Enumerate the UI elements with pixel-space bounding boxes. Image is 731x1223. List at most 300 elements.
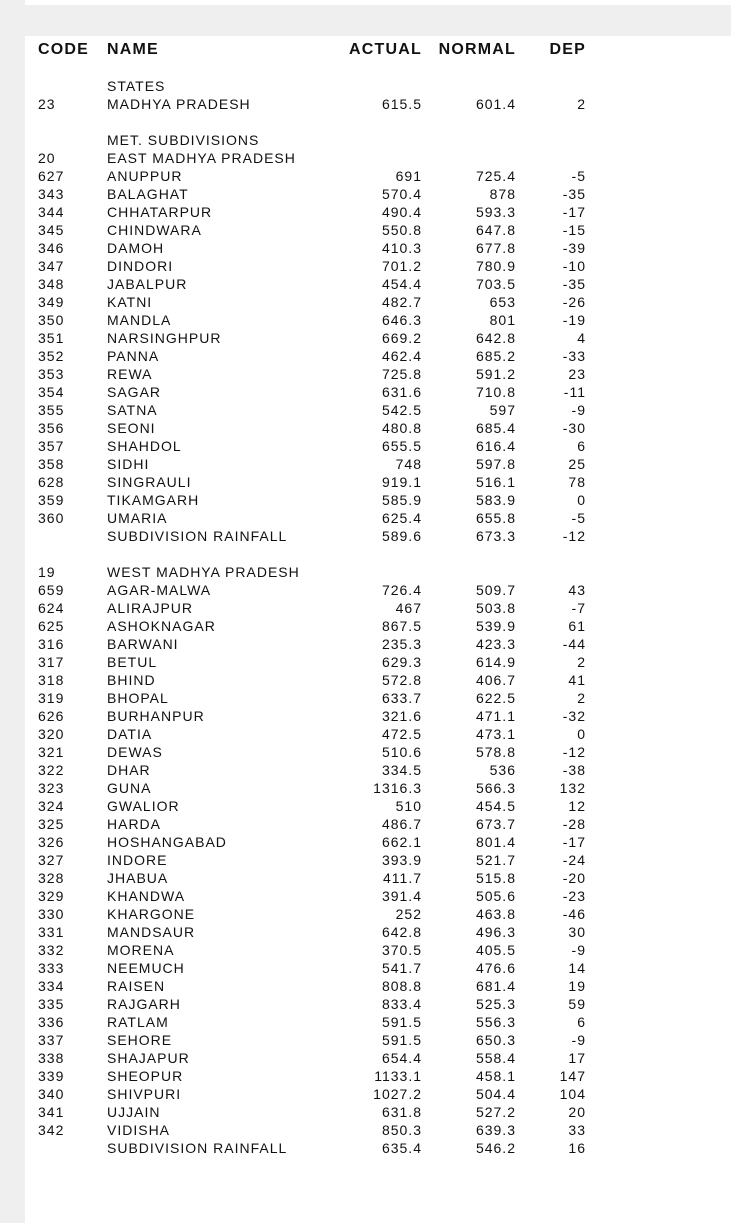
cell-normal: 685.4 bbox=[475, 420, 516, 436]
cell-dep bbox=[516, 113, 586, 131]
cell-name: BETUL bbox=[107, 654, 158, 670]
cell-code: 625 bbox=[38, 618, 65, 634]
cell-code: 335 bbox=[38, 996, 65, 1012]
table-row bbox=[38, 239, 731, 257]
cell-normal: 406.7 bbox=[475, 672, 516, 688]
cell-normal: 504.4 bbox=[475, 1086, 516, 1102]
cell-dep: 12 bbox=[568, 798, 586, 814]
cell-code: 319 bbox=[38, 690, 65, 706]
cell-actual: 490.4 bbox=[381, 204, 422, 220]
table-row bbox=[38, 437, 731, 455]
cell-dep: -17 bbox=[562, 204, 586, 220]
cell-dep: -12 bbox=[562, 528, 586, 544]
cell-code bbox=[38, 113, 107, 131]
cell-actual bbox=[347, 113, 422, 131]
blank-row bbox=[38, 545, 731, 563]
cell-actual: 370.5 bbox=[381, 942, 422, 958]
cell-dep: 2 bbox=[577, 690, 586, 706]
table-row bbox=[38, 887, 731, 905]
cell-actual: 850.3 bbox=[381, 1122, 422, 1138]
cell-name: ANUPPUR bbox=[107, 168, 183, 184]
cell-normal: 558.4 bbox=[475, 1050, 516, 1066]
table-row bbox=[38, 635, 731, 653]
cell-name: SATNA bbox=[107, 402, 158, 418]
cell-dep: -20 bbox=[562, 870, 586, 886]
cell-name: JABALPUR bbox=[107, 276, 188, 292]
cell-normal: 556.3 bbox=[475, 1014, 516, 1030]
cell-name: UJJAIN bbox=[107, 1104, 161, 1120]
cell-actual: 541.7 bbox=[381, 960, 422, 976]
cell-code: 356 bbox=[38, 420, 65, 436]
cell-code: 316 bbox=[38, 636, 65, 652]
cell-normal: 496.3 bbox=[475, 924, 516, 940]
cell-actual: 654.4 bbox=[381, 1050, 422, 1066]
table-row bbox=[38, 275, 731, 293]
cell-normal: 566.3 bbox=[475, 780, 516, 796]
cell-dep bbox=[516, 59, 586, 77]
cell-code: 321 bbox=[38, 744, 65, 760]
cell-normal bbox=[422, 149, 516, 167]
cell-name: SHIVPURI bbox=[107, 1086, 182, 1102]
cell-actual: 655.5 bbox=[381, 438, 422, 454]
cell-dep: -9 bbox=[571, 942, 586, 958]
cell-name: BARWANI bbox=[107, 636, 179, 652]
cell-name bbox=[107, 113, 347, 131]
table-header-row bbox=[38, 41, 731, 59]
cell-normal: 593.3 bbox=[475, 204, 516, 220]
cell-normal: 673.7 bbox=[475, 816, 516, 832]
cell-name: RAJGARH bbox=[107, 996, 181, 1012]
cell-normal: 521.7 bbox=[475, 852, 516, 868]
cell-normal: 677.8 bbox=[475, 240, 516, 256]
cell-actual: 454.4 bbox=[381, 276, 422, 292]
cell-actual bbox=[347, 77, 422, 95]
cell-normal: 515.8 bbox=[475, 870, 516, 886]
cell-name: SEHORE bbox=[107, 1032, 173, 1048]
cell-dep: -32 bbox=[562, 708, 586, 724]
cell-actual: 629.3 bbox=[381, 654, 422, 670]
cell-normal bbox=[422, 131, 516, 149]
cell-normal: 642.8 bbox=[475, 330, 516, 346]
cell-name: SIDHI bbox=[107, 456, 150, 472]
table-row bbox=[38, 671, 731, 689]
cell-code: 19 bbox=[38, 564, 56, 580]
cell-code bbox=[38, 77, 107, 95]
cell-actual: 631.6 bbox=[381, 384, 422, 400]
cell-name: STATES bbox=[107, 78, 166, 94]
cell-name: SAGAR bbox=[107, 384, 162, 400]
cell-normal: 685.2 bbox=[475, 348, 516, 364]
cell-dep bbox=[516, 77, 586, 95]
table-row bbox=[38, 977, 731, 995]
cell-name: VIDISHA bbox=[107, 1122, 171, 1138]
table-row bbox=[38, 383, 731, 401]
cell-dep: 16 bbox=[568, 1140, 586, 1156]
cell-dep: 2 bbox=[577, 654, 586, 670]
cell-code: 317 bbox=[38, 654, 65, 670]
cell-normal: 780.9 bbox=[475, 258, 516, 274]
cell-normal: 801 bbox=[489, 312, 516, 328]
cell-code: 328 bbox=[38, 870, 65, 886]
cell-name: ASHOKNAGAR bbox=[107, 618, 216, 634]
cell-actual: 635.4 bbox=[381, 1140, 422, 1156]
cell-name: KATNI bbox=[107, 294, 153, 310]
cell-name: MADHYA PRADESH bbox=[107, 96, 251, 112]
table-row bbox=[38, 1049, 731, 1067]
cell-code: 342 bbox=[38, 1122, 65, 1138]
cell-code: 346 bbox=[38, 240, 65, 256]
cell-normal bbox=[422, 563, 516, 581]
table-row bbox=[38, 869, 731, 887]
cell-dep: 4 bbox=[577, 330, 586, 346]
cell-dep: -26 bbox=[562, 294, 586, 310]
cell-code: 358 bbox=[38, 456, 65, 472]
cell-name: NARSINGHPUR bbox=[107, 330, 222, 346]
cell-normal: 583.9 bbox=[475, 492, 516, 508]
table-row bbox=[38, 743, 731, 761]
cell-normal: 516.1 bbox=[475, 474, 516, 490]
column-header-dep: DEP bbox=[549, 41, 586, 58]
cell-code: 341 bbox=[38, 1104, 65, 1120]
cell-dep: -11 bbox=[563, 384, 586, 400]
cell-code: 359 bbox=[38, 492, 65, 508]
cell-actual: 570.4 bbox=[381, 186, 422, 202]
cell-name: ALIRAJPUR bbox=[107, 600, 194, 616]
cell-code: 326 bbox=[38, 834, 65, 850]
cell-dep: 43 bbox=[568, 582, 586, 598]
table-row bbox=[38, 221, 731, 239]
table-row bbox=[38, 851, 731, 869]
cell-dep: 104 bbox=[559, 1086, 586, 1102]
cell-code: 327 bbox=[38, 852, 65, 868]
table-row bbox=[38, 833, 731, 851]
cell-code: 349 bbox=[38, 294, 65, 310]
cell-code bbox=[38, 545, 107, 563]
cell-dep: -39 bbox=[562, 240, 586, 256]
cell-code: 351 bbox=[38, 330, 65, 346]
cell-name: HARDA bbox=[107, 816, 162, 832]
cell-code: 329 bbox=[38, 888, 65, 904]
cell-name: JHABUA bbox=[107, 870, 169, 886]
cell-name: KHARGONE bbox=[107, 906, 196, 922]
cell-dep: -15 bbox=[562, 222, 586, 238]
cell-actual: 701.2 bbox=[381, 258, 422, 274]
cell-name: GWALIOR bbox=[107, 798, 180, 814]
cell-actual: 867.5 bbox=[381, 618, 422, 634]
cell-dep: -5 bbox=[571, 168, 586, 184]
cell-dep: 14 bbox=[568, 960, 586, 976]
cell-dep: 20 bbox=[568, 1104, 586, 1120]
cell-name: BHOPAL bbox=[107, 690, 169, 706]
table-row bbox=[38, 905, 731, 923]
cell-normal: 601.4 bbox=[475, 96, 516, 112]
table-row bbox=[38, 941, 731, 959]
cell-code: 357 bbox=[38, 438, 65, 454]
table-row bbox=[38, 1103, 731, 1121]
cell-actual: 235.3 bbox=[381, 636, 422, 652]
cell-code: 336 bbox=[38, 1014, 65, 1030]
cell-name: DATIA bbox=[107, 726, 153, 742]
cell-code: 20 bbox=[38, 150, 56, 166]
cell-dep bbox=[516, 563, 586, 581]
cell-name: BALAGHAT bbox=[107, 186, 189, 202]
table-row bbox=[38, 257, 731, 275]
cell-code: 325 bbox=[38, 816, 65, 832]
cell-actual: 833.4 bbox=[381, 996, 422, 1012]
cell-normal bbox=[422, 59, 516, 77]
cell-code: 330 bbox=[38, 906, 65, 922]
table-row bbox=[38, 725, 731, 743]
cell-code: 347 bbox=[38, 258, 65, 274]
cell-name: KHANDWA bbox=[107, 888, 186, 904]
cell-code: 659 bbox=[38, 582, 65, 598]
cell-dep: -35 bbox=[562, 276, 586, 292]
cell-actual: 646.3 bbox=[381, 312, 422, 328]
cell-code: 339 bbox=[38, 1068, 65, 1084]
cell-actual: 662.1 bbox=[381, 834, 422, 850]
cell-code: 624 bbox=[38, 600, 65, 616]
cell-code: 324 bbox=[38, 798, 65, 814]
cell-code bbox=[38, 131, 107, 149]
cell-normal: 639.3 bbox=[475, 1122, 516, 1138]
table-row bbox=[38, 347, 731, 365]
cell-code: 320 bbox=[38, 726, 65, 742]
table-row bbox=[38, 185, 731, 203]
cell-actual: 462.4 bbox=[381, 348, 422, 364]
table-row bbox=[38, 1013, 731, 1031]
cell-dep: 61 bbox=[568, 618, 586, 634]
cell-normal: 476.6 bbox=[475, 960, 516, 976]
cell-dep: -9 bbox=[571, 1032, 586, 1048]
cell-actual: 748 bbox=[395, 456, 422, 472]
cell-actual: 631.8 bbox=[381, 1104, 422, 1120]
cell-actual: 589.6 bbox=[381, 528, 422, 544]
cell-name: AGAR-MALWA bbox=[107, 582, 212, 598]
table-row bbox=[38, 473, 731, 491]
cell-normal: 703.5 bbox=[475, 276, 516, 292]
cell-dep: -38 bbox=[562, 762, 586, 778]
cell-actual: 585.9 bbox=[381, 492, 422, 508]
cell-normal: 454.5 bbox=[475, 798, 516, 814]
cell-name: SUBDIVISION RAINFALL bbox=[107, 528, 288, 544]
cell-actual: 808.8 bbox=[381, 978, 422, 994]
cell-normal: 597 bbox=[489, 402, 516, 418]
table-row bbox=[38, 779, 731, 797]
column-header-code: CODE bbox=[38, 41, 90, 58]
cell-dep: 30 bbox=[568, 924, 586, 940]
cell-dep: 33 bbox=[568, 1122, 586, 1138]
table-row bbox=[38, 959, 731, 977]
cell-actual bbox=[347, 545, 422, 563]
table-row bbox=[38, 1031, 731, 1049]
cell-normal: 473.1 bbox=[475, 726, 516, 742]
table-row bbox=[38, 689, 731, 707]
table-row bbox=[38, 1067, 731, 1085]
cell-normal: 539.9 bbox=[475, 618, 516, 634]
cell-dep bbox=[516, 545, 586, 563]
cell-actual: 411.7 bbox=[383, 870, 422, 886]
cell-code: 344 bbox=[38, 204, 65, 220]
table-row bbox=[38, 617, 731, 635]
cell-normal: 525.3 bbox=[475, 996, 516, 1012]
cell-normal: 509.7 bbox=[475, 582, 516, 598]
cell-name: WEST MADHYA PRADESH bbox=[107, 564, 300, 580]
cell-name: DAMOH bbox=[107, 240, 165, 256]
rainfall-table bbox=[38, 41, 731, 1157]
cell-dep: -17 bbox=[562, 834, 586, 850]
column-header-name: NAME bbox=[107, 41, 159, 58]
cell-normal bbox=[422, 113, 516, 131]
cell-name: NEEMUCH bbox=[107, 960, 185, 976]
cell-code bbox=[38, 527, 107, 545]
cell-actual: 482.7 bbox=[381, 294, 422, 310]
cell-code: 340 bbox=[38, 1086, 65, 1102]
cell-name bbox=[107, 545, 347, 563]
cell-code: 23 bbox=[38, 96, 56, 112]
cell-dep: -23 bbox=[562, 888, 586, 904]
blank-row bbox=[38, 113, 731, 131]
cell-code: 353 bbox=[38, 366, 65, 382]
cell-normal: 614.9 bbox=[475, 654, 516, 670]
cell-actual: 642.8 bbox=[381, 924, 422, 940]
cell-dep: 6 bbox=[577, 1014, 586, 1030]
cell-code: 627 bbox=[38, 168, 65, 184]
cell-code: 318 bbox=[38, 672, 65, 688]
cell-actual: 410.3 bbox=[381, 240, 422, 256]
cell-dep: -10 bbox=[562, 258, 586, 274]
cell-actual: 625.4 bbox=[381, 510, 422, 526]
cell-normal: 578.8 bbox=[475, 744, 516, 760]
cell-name: SHAJAPUR bbox=[107, 1050, 190, 1066]
cell-normal: 653 bbox=[489, 294, 516, 310]
subdivision-total-row bbox=[38, 1139, 731, 1157]
cell-code: 360 bbox=[38, 510, 65, 526]
cell-dep: -46 bbox=[562, 906, 586, 922]
cell-dep: 23 bbox=[568, 366, 586, 382]
cell-normal: 616.4 bbox=[475, 438, 516, 454]
cell-normal: 505.6 bbox=[475, 888, 516, 904]
cell-code: 628 bbox=[38, 474, 65, 490]
cell-name: TIKAMGARH bbox=[107, 492, 200, 508]
cell-dep: 78 bbox=[568, 474, 586, 490]
table-row bbox=[38, 761, 731, 779]
cell-code: 322 bbox=[38, 762, 65, 778]
cell-code: 334 bbox=[38, 978, 65, 994]
cell-name: RATLAM bbox=[107, 1014, 169, 1030]
cell-dep: 59 bbox=[568, 996, 586, 1012]
cell-normal: 591.2 bbox=[475, 366, 516, 382]
cell-name: SEONI bbox=[107, 420, 156, 436]
table-row bbox=[38, 815, 731, 833]
table-row bbox=[38, 581, 731, 599]
table-row bbox=[38, 1121, 731, 1139]
table-row bbox=[38, 707, 731, 725]
cell-actual: 542.5 bbox=[381, 402, 422, 418]
table-row bbox=[38, 599, 731, 617]
section-row bbox=[38, 149, 731, 167]
table-row bbox=[38, 419, 731, 437]
cell-normal: 655.8 bbox=[475, 510, 516, 526]
column-header-normal: NORMAL bbox=[438, 41, 516, 58]
cell-actual: 1027.2 bbox=[373, 1086, 422, 1102]
table-row bbox=[38, 401, 731, 419]
cell-normal: 405.5 bbox=[475, 942, 516, 958]
cell-actual: 550.8 bbox=[381, 222, 422, 238]
cell-name: SHAHDOL bbox=[107, 438, 182, 454]
cell-actual: 615.5 bbox=[381, 96, 422, 112]
cell-name: MORENA bbox=[107, 942, 175, 958]
cell-actual: 486.7 bbox=[381, 816, 422, 832]
cell-code: 355 bbox=[38, 402, 65, 418]
cell-actual: 252 bbox=[395, 906, 422, 922]
cell-normal: 527.2 bbox=[475, 1104, 516, 1120]
cell-dep: -33 bbox=[562, 348, 586, 364]
cell-dep: 0 bbox=[577, 726, 586, 742]
cell-name: MET. SUBDIVISIONS bbox=[107, 132, 260, 148]
cell-actual: 919.1 bbox=[381, 474, 422, 490]
cell-code: 332 bbox=[38, 942, 65, 958]
cell-dep: 17 bbox=[568, 1050, 586, 1066]
group-label-row bbox=[38, 77, 731, 95]
cell-name: DHAR bbox=[107, 762, 151, 778]
table-row bbox=[38, 311, 731, 329]
cell-code: 338 bbox=[38, 1050, 65, 1066]
cell-dep: -9 bbox=[571, 402, 586, 418]
cell-name: CHINDWARA bbox=[107, 222, 202, 238]
cell-normal: 725.4 bbox=[475, 168, 516, 184]
table-row bbox=[38, 1085, 731, 1103]
cell-normal: 673.3 bbox=[475, 528, 516, 544]
cell-normal: 546.2 bbox=[475, 1140, 516, 1156]
cell-name: SINGRAULI bbox=[107, 474, 192, 490]
cell-name: BURHANPUR bbox=[107, 708, 205, 724]
cell-normal: 536 bbox=[489, 762, 516, 778]
cell-name: INDORE bbox=[107, 852, 168, 868]
cell-name: SUBDIVISION RAINFALL bbox=[107, 1140, 288, 1156]
cell-actual: 393.9 bbox=[381, 852, 422, 868]
report-page bbox=[25, 36, 731, 1223]
cell-name: EAST MADHYA PRADESH bbox=[107, 150, 296, 166]
column-header-actual: ACTUAL bbox=[349, 41, 422, 58]
section-row bbox=[38, 563, 731, 581]
cell-code: 343 bbox=[38, 186, 65, 202]
table-row bbox=[38, 509, 731, 527]
previous-page-bottom-edge bbox=[25, 0, 731, 5]
cell-normal: 650.3 bbox=[475, 1032, 516, 1048]
cell-name: MANDLA bbox=[107, 312, 172, 328]
table-row bbox=[38, 365, 731, 383]
table-row bbox=[38, 329, 731, 347]
cell-code: 626 bbox=[38, 708, 65, 724]
cell-actual: 1316.3 bbox=[373, 780, 422, 796]
cell-dep: 147 bbox=[559, 1068, 586, 1084]
cell-actual: 591.5 bbox=[381, 1014, 422, 1030]
cell-dep: -24 bbox=[562, 852, 586, 868]
table-row bbox=[38, 653, 731, 671]
cell-dep: 25 bbox=[568, 456, 586, 472]
cell-actual: 334.5 bbox=[381, 762, 422, 778]
cell-dep: 19 bbox=[568, 978, 586, 994]
cell-code: 352 bbox=[38, 348, 65, 364]
cell-actual: 726.4 bbox=[381, 582, 422, 598]
cell-dep: -44 bbox=[562, 636, 586, 652]
table-row bbox=[38, 995, 731, 1013]
subdivision-total-row bbox=[38, 527, 731, 545]
cell-dep: -30 bbox=[562, 420, 586, 436]
cell-dep: -5 bbox=[571, 510, 586, 526]
cell-normal bbox=[422, 77, 516, 95]
cell-name: GUNA bbox=[107, 780, 152, 796]
